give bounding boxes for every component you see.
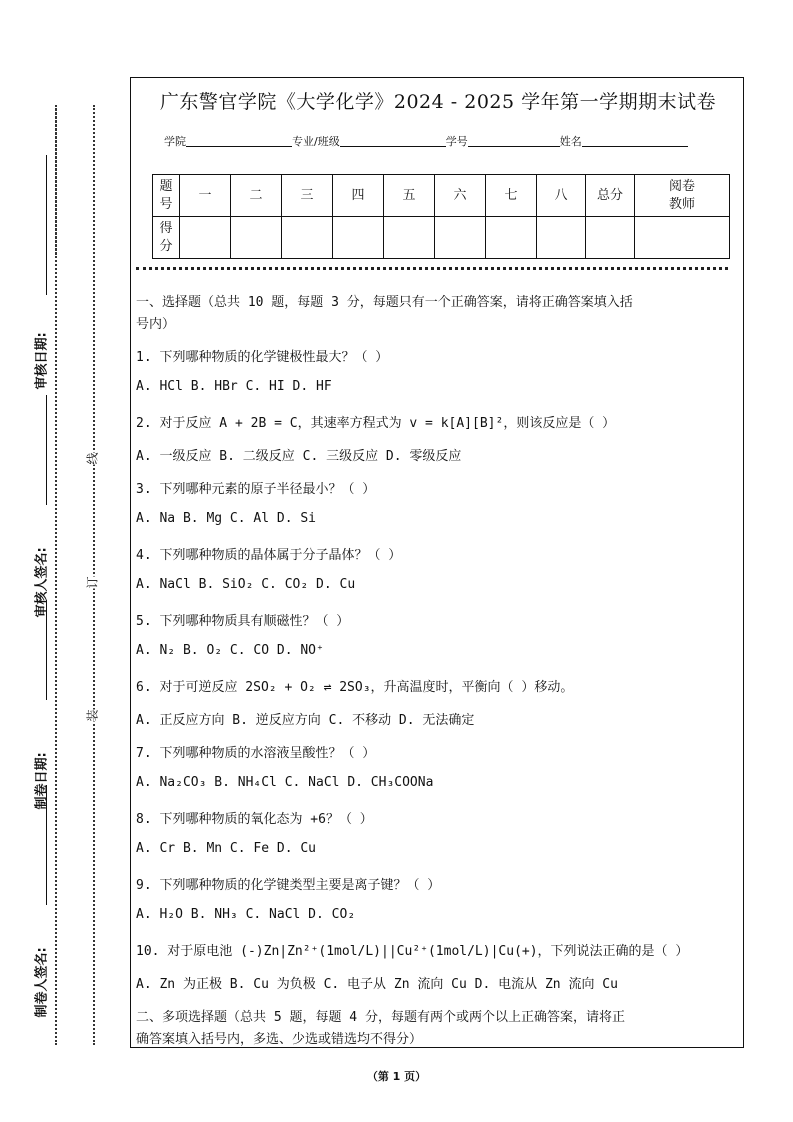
name-label: 姓名 <box>559 135 582 148</box>
question-10: 10. 对于原电池 (-)Zn|Zn²⁺(1mol/L)||Cu²⁺(1mol/L)|Cu(+)，下列说法正确的是（ ） <box>136 944 689 959</box>
sign-line-1 <box>46 155 47 295</box>
score-col-6: 六 <box>435 175 486 217</box>
options-2: A. 一级反应 B. 二级反应 C. 三级反应 D. 零级反应 <box>136 449 462 464</box>
maker-sign-label: 制卷人签名: <box>34 947 50 1018</box>
question-1: 1. 下列哪种物质的化学键极性最大？（ ） <box>136 350 389 365</box>
score-col-3: 三 <box>282 175 333 217</box>
header-dotted-rule <box>136 267 728 270</box>
score-cell[interactable] <box>384 217 435 259</box>
section1-heading-line1: 一、选择题（总共 10 题，每题 3 分，每题只有一个正确答案，请将正确答案填入括 <box>136 295 633 310</box>
score-col-8: 八 <box>537 175 586 217</box>
score-col-total: 总分 <box>586 175 635 217</box>
score-col-7: 七 <box>486 175 537 217</box>
sign-line-2 <box>46 395 47 505</box>
options-6: A. 正反应方向 B. 逆反应方向 C. 不移动 D. 无法确定 <box>136 713 475 728</box>
bind-char-zhuang: 装 <box>82 709 103 721</box>
maker-sign-field <box>20 878 60 1028</box>
score-cell[interactable] <box>282 217 333 259</box>
question-7: 7. 下列哪种物质的水溶液呈酸性？（ ） <box>136 746 376 761</box>
reviewer-sign-label: 审核人签名: <box>34 547 50 618</box>
bind-char-ding: 订 <box>82 576 103 588</box>
review-date-field <box>20 250 60 400</box>
reviewer-sign-field <box>20 478 60 628</box>
score-table <box>152 174 730 259</box>
score-cell[interactable] <box>180 217 231 259</box>
options-5: A. N₂ B. O₂ C. CO D. NO⁺ <box>136 643 324 658</box>
score-cell[interactable] <box>586 217 635 259</box>
student-no-blank[interactable] <box>468 134 560 147</box>
options-9: A. H₂O B. NH₃ C. NaCl D. CO₂ <box>136 907 356 922</box>
major-label: 专业/班级 <box>292 135 340 148</box>
score-row1-label: 题号 <box>153 175 180 217</box>
name-blank[interactable] <box>582 134 688 147</box>
score-cell[interactable] <box>231 217 282 259</box>
score-col-5: 五 <box>384 175 435 217</box>
score-col-4: 四 <box>333 175 384 217</box>
score-cell[interactable] <box>537 217 586 259</box>
bind-dots-outer <box>55 105 57 1045</box>
options-8: A. Cr B. Mn C. Fe D. Cu <box>136 841 317 856</box>
exam-frame <box>130 77 744 1048</box>
question-5: 5. 下列哪种物质具有顺磁性？（ ） <box>136 614 350 629</box>
section2-heading-line2: 确答案填入括号内，多选、少选或错选均不得分） <box>136 1032 423 1047</box>
section1-heading-line2: 号内） <box>136 317 176 332</box>
options-3: A. Na B. Mg C. Al D. Si <box>136 511 317 526</box>
bind-char-line: 线 <box>82 452 103 464</box>
score-col-1: 一 <box>180 175 231 217</box>
question-2: 2. 对于反应 A + 2B = C，其速率方程式为 v = k[A][B]²，则该反应是（ ） <box>136 416 616 431</box>
sign-line-4 <box>46 785 47 905</box>
score-col-2: 二 <box>231 175 282 217</box>
question-9: 9. 下列哪种物质的化学键类型主要是离子键？（ ） <box>136 878 441 893</box>
page-number: （第 1 页） <box>366 1070 427 1083</box>
question-6: 6. 对于可逆反应 2SO₂ + O₂ ⇌ 2SO₃，升高温度时，平衡向（ ）移动。 <box>136 680 574 695</box>
review-date-label: 审核日期: <box>34 332 50 390</box>
options-4: A. NaCl B. SiO₂ C. CO₂ D. Cu <box>136 577 356 592</box>
question-3: 3. 下列哪种元素的原子半径最小？（ ） <box>136 482 376 497</box>
student-info-row <box>164 133 688 149</box>
score-col-reviewer: 阅卷教师 <box>635 175 730 217</box>
options-7: A. Na₂CO₃ B. NH₄Cl C. NaCl D. CH₃COONa <box>136 775 434 790</box>
options-10: A. Zn 为正极 B. Cu 为负极 C. 电子从 Zn 流向 Cu D. 电流从 Zn 流向 Cu <box>136 977 618 992</box>
score-cell[interactable] <box>635 217 730 259</box>
make-date-field <box>20 670 60 820</box>
major-blank[interactable] <box>340 134 446 147</box>
score-cell[interactable] <box>333 217 384 259</box>
student-no-label: 学号 <box>445 135 468 148</box>
bind-dots-inner <box>93 105 95 1045</box>
make-date-label: 制卷日期: <box>34 752 50 810</box>
exam-title: 广东警官学院《大学化学》2024 - 2025 学年第一学期期末试卷 <box>159 91 717 113</box>
college-label: 学院 <box>164 135 186 148</box>
sign-line-3 <box>46 600 47 700</box>
options-1: A. HCl B. HBr C. HI D. HF <box>136 379 332 394</box>
score-cell[interactable] <box>435 217 486 259</box>
college-blank[interactable] <box>186 134 292 147</box>
score-cell[interactable] <box>486 217 537 259</box>
question-8: 8. 下列哪种物质的氧化态为 +6？（ ） <box>136 812 373 827</box>
question-4: 4. 下列哪种物质的晶体属于分子晶体？（ ） <box>136 548 402 563</box>
section2-heading-line1: 二、多项选择题（总共 5 题，每题 4 分，每题有两个或两个以上正确答案，请将正 <box>136 1010 625 1025</box>
score-row2-label: 得分 <box>153 217 180 259</box>
